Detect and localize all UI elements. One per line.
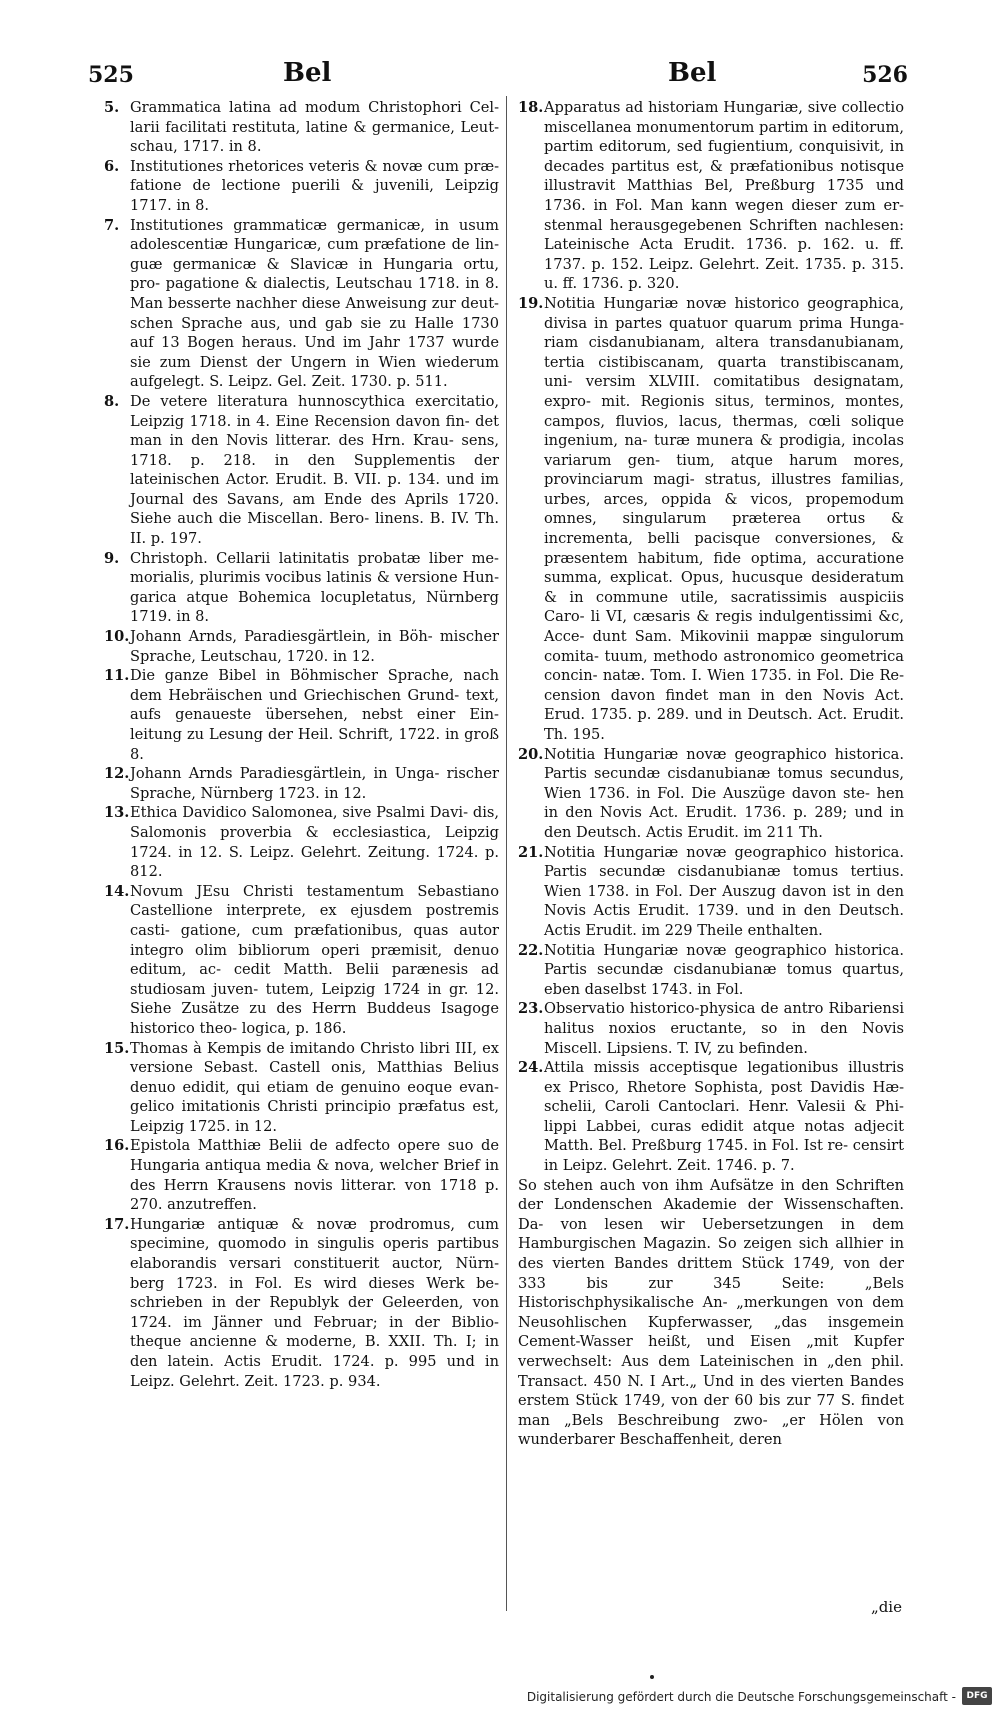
entry-number: 19. [518,294,544,312]
bibliography-entry [104,627,499,666]
paragraph-line: „das insgemein Cement-Wasser heißt, und Eisen [518,1313,904,1351]
entry-line: logica, p. 186. [241,1019,347,1037]
entry-number: 23. [518,1000,544,1018]
entry-line: und im Journal des Savans, am Ende des [130,471,499,508]
paragraph-line: bis zur 77 S. findet man „Bels Beschreibung zwo- [518,1392,904,1429]
entry-line: Lateinische Acta Erudit. 1736. p. 162. u. ff. [544,236,904,254]
entry-line: mit. Regionis situs, terminos, montes, campos, [544,392,904,430]
entry-line: gatione, cum præfationibus, quas autor integro [130,921,499,959]
entry-line: schen Sprache aus, und gab sie zu Halle 1730 [130,314,499,332]
entry-line: 1730. p. 511. [350,373,448,391]
entry-line: Johann Arnds Paradiesgärtlein, in Unga- [130,765,440,783]
bibliography-entry [518,843,904,941]
entry-line: 1719. in 8. [130,608,210,626]
right-column-entries [518,98,904,1176]
entry-line: partim editorum, sed fugientium, conquisivit, in [544,138,904,156]
entry-line: Notitia Hungariæ novæ historico geographica, [544,294,904,312]
entry-line: Lipsiens. T. IV, zu befinden. [606,1039,808,1057]
dfg-logo: DFG [962,1687,992,1705]
entry-line: natæ. Tom. I. Wien 1735. in Fol. Die Re- [602,667,904,685]
entry-line: morialis, plurimis vocibus latinis & versione Hun- [130,569,499,587]
bibliography-entry [104,1136,499,1214]
entry-line: sens, 1718. p. 218. in den Supplementis der [130,432,499,469]
entry-line: leitung zu Lesung der Heil. Schrift, 1722. in [130,726,460,743]
print-speck [650,1675,654,1679]
paragraph-line: Bandes drittem Stück 1749, von der 333 bis [518,1255,904,1292]
column-divider [506,96,507,1611]
entry-line: Epistola Matthiæ Belii de adfecto opere suo [130,1137,474,1155]
paragraph-line: von lesen wir Uebersetzungen in dem Hamburgischen [518,1215,905,1253]
entry-line: cedit Matth. Belii parænesis ad studiosam juven- [130,961,499,998]
entry-line: li VI, cæsaris & regis indulgentissimi &c, Acce- [544,608,904,646]
entry-line: adolescentiæ Hungaricæ, cum præfatione de lin- [130,236,499,254]
entry-line: vicos, propemodum omnes, singularum præterea [544,490,904,528]
entry-number: 20. [518,745,544,763]
entry-line: Apparatus ad historiam Hungariæ, sive collectio [544,99,904,116]
entry-line: in Leipz. Gelehrt. Zeit. 1723. p. 934. [130,1353,499,1390]
entry-line: Johann Arnds, Paradiesgärtlein, in Böh- [130,628,433,646]
entry-line: Grammatica latina ad modum Christophori Cel- [130,99,499,116]
entry-line: theque ancienne & moderne, B. XXII. Th. I; [130,1333,477,1351]
entry-line: Leipzig 1718. in 4. Eine Recension davon fin- [130,412,470,430]
entry-number: 7. [104,216,120,234]
entry-line: lateinischen Actor. Erudit. B. VII. p. 134. [130,471,441,489]
entry-line: de Hungaria antiqua media & nova, welcher Brief [130,1137,500,1175]
entry-line: schrieben in der Republyk der Geleerden, von [130,1294,499,1312]
entry-number: 5. [104,99,120,116]
paragraph-line: „merkungen von dem Neusohlischen Kupferwasser, [518,1294,905,1331]
entry-line: rischer Sprache, Nürnberg 1723. in 12. [130,765,499,802]
entry-line: groß 8. [130,726,499,763]
entry-line: Matth. Bel. Preßburg 1745. in Fol. Ist re- [544,1137,849,1155]
entry-line: specimine, quomodo in singulis operis partibus [130,1235,499,1253]
entry-line: riam cisdanubianam, altera transdanubianam, [544,334,904,352]
paragraph-line: vierten Bandes erstem Stück 1749, von der 60 [518,1372,905,1410]
entry-line: dunt Sam. Mikovinii mappæ singulorum comita- [544,628,905,665]
entry-line: halitus noxios eructante, so in den Novis Miscell. [544,1019,904,1057]
entry-line: Th. 195. [544,726,605,743]
entry-line: tertia cistibiscanam, quarta transtibiscanam, uni- [544,353,904,391]
entry-line: in des Herrn Krausens novis litterar. von 1718 [130,1157,500,1194]
entry-line: Christoph. Cellarii latinitatis probatæ liber me- [130,549,499,567]
entry-line: Man besserte nachher diese Anweisung zur deut- [130,294,499,312]
entry-line: p. 315. u. ff. 1736. p. 320. [544,255,904,293]
entry-line: p. 270. anzutreffen. [130,1176,499,1214]
entry-line: mischer Sprache, Leutschau, 1720. in 12. [130,628,500,665]
entry-line: & præsentem habitum, fide optima, accuratione [544,530,905,567]
page-header [88,58,908,96]
paragraph-line: zur 345 Seite: „Bels Historischphysikalische An- [518,1274,904,1312]
entry-line: wiederum aufgelegt. S. Leipz. Gel. Zeit. [130,353,499,391]
entry-line: schelii, Caroli Cantoclari. Henr. Valesii & Phi- [544,1098,904,1116]
entry-line: Institutiones grammaticæ germanicæ, in usum [130,216,499,234]
entry-line: 1738. in Fol. Der Auszug davon ist in den [587,882,904,900]
entry-line: 1737. p. 152. Leipz. Gelehrt. Zeit. 1735. [544,255,847,273]
entry-line: tium, atque harum mores, provinciarum magi- [544,451,904,489]
entry-line: guæ germanicæ & Slavicæ in Hungaria ortu, pro- [130,255,499,293]
paragraph-line: So stehen auch von ihm Aufsätze in den Schriften [518,1176,904,1194]
entry-line: fluvios, lacus, thermas, cœli solique ingenium, na- [544,412,905,450]
entry-line: Notitia Hungariæ novæ geographico historica. [544,843,904,861]
entry-number: 17. [104,1215,130,1233]
bibliography-entry [104,98,499,157]
entry-line: elaborandis versari constituerit auctor, Nürn- [130,1255,499,1273]
entry-line: Notitia Hungariæ novæ geographico historica. [544,745,904,763]
catchword: „die [870,1598,902,1616]
entry-line: tutem, Leipzig 1724 in gr. 12. Siehe Zusätze [130,980,500,1018]
entry-line: Partis secundæ cisdanubianæ tomus secundus, [544,765,904,783]
entry-line: tuum, methodo astronomico geometrica concin- [544,647,904,685]
paragraph-line: „den phil. Transact. 450 N. I Art.„ Und in des [518,1353,904,1390]
left-column [104,98,499,1391]
entry-line: De vetere literatura hunnoscythica exercitatio, [130,392,499,410]
entry-line: versim XLVIII. comitatibus designatam, expro- [544,373,904,410]
entry-line: Wien 1736. in Fol. Die Auszüge davon ste- [544,784,870,802]
entry-line: larii facilitati restituta, latine & germanice, Leut- [130,118,499,136]
entry-number: 22. [518,941,544,959]
bibliography-entry [104,549,499,627]
page-number-right: 526 [862,62,908,88]
bibliography-entry [104,666,499,764]
entry-line: 1724. im Jänner und Februar; in der Biblio- [130,1313,499,1331]
entry-line: censirt in Leipz. Gelehrt. Zeit. 1746. p. 7. [544,1137,905,1175]
running-head-right: Bel [668,58,717,88]
entry-line: Attila missis acceptisque legationibus illustris [544,1059,904,1077]
entry-number: 6. [104,157,120,175]
entry-line: Partis secundæ cisdanubianæ tomus tertius. Wien [544,863,904,900]
entry-line: & in commune utile, sacratissimis auspiciis Caro- [544,588,904,626]
entry-line: daselbst 1743. in Fol. [584,980,744,998]
entry-number: 16. [104,1137,130,1155]
entry-line: lippi Labbei, curas edidit atque notas adjecit [544,1117,904,1135]
footer-credit: Digitalisierung gefördert durch die Deutsche Forschungsgemeinschaft - [526,1690,956,1704]
entry-line: garica atque Bohemica locupletatus, Nürnberg [130,588,499,606]
running-head-left: Bel [283,58,332,88]
entry-number: 24. [518,1059,544,1077]
entry-line: Aprils 1720. Siehe auch die Miscellan. Bero- [130,490,499,528]
entry-line: Observatio historico-physica de antro Ribariensi [544,1000,904,1018]
bibliography-entry [518,941,904,1000]
entry-number: 13. [104,804,130,822]
entry-line: in den latein. Actis Erudit. 1724. p. 995 und [130,1333,499,1370]
bibliography-entry [104,1215,499,1391]
entry-line: summa, explicat. Opus, hucusque desideratum [544,569,904,587]
bibliography-entry [104,882,499,1039]
entry-number: 8. [104,392,120,410]
paragraph-line: „mit Kupfer verwechselt: Aus dem Lateinischen in [518,1333,904,1370]
entry-line: Die ganze Bibel in Böhmischer Sprache, [130,667,454,685]
entry-line: zu des Herrn Buddeus Isagoge historico theo- [130,1000,499,1037]
entry-line: Leipzig 1725. in 12. [130,1117,278,1135]
entry-line: berg 1723. in Fol. Es wird dieses Werk be- [130,1274,499,1292]
entry-line: det man in den Novis litterar. des Hrn. Krau- [130,412,499,450]
entry-line: ex Prisco, Rhetore Sophista, post Davidis Hæ- [544,1078,904,1096]
entry-line: 1736. in Fol. Man kann wegen dieser zum er- [544,196,904,214]
entry-number: 10. [104,628,130,646]
bibliography-entry [104,1039,499,1137]
entry-number: 9. [104,549,120,567]
entry-number: 12. [104,765,130,783]
entry-line: denuo edidit, qui etiam de genuino eoque evan- [130,1078,499,1096]
entry-line: Novum JEsu Christi testamentum Sebastiano [130,882,499,900]
entry-number: 14. [104,882,130,900]
right-column [518,98,904,1450]
entry-line: nach dem Hebräischen und Griechischen Grund- [130,667,499,704]
entry-line: Notitia Hungariæ novæ geographico historica. [544,941,904,959]
entry-line: stenmal herausgegebenen Schriften nachlesen: [544,216,904,234]
right-column-paragraph [518,1176,904,1450]
entry-line: fatione de lectione puerili & juvenili, Leipzig [130,177,499,195]
entry-line: wurde sie zum Dienst der Ungern in Wien [130,334,499,371]
entry-line: 1735. p. 289. und in Deutsch. Act. Erudit. [590,706,904,724]
entry-line: pagatione & dialectis, Leutschau 1718. in 8. [165,275,499,293]
entry-number: 18. [518,99,544,116]
entry-line: 1717. in 8. [130,196,210,214]
entry-line: auf 13 Bogen heraus. Und im Jahr 1737 [130,334,445,352]
page-number-left: 525 [88,62,134,88]
paragraph-line: Magazin. So zeigen sich allhier in des vierten [518,1235,904,1273]
bibliography-entry [104,216,499,392]
entry-line: Castellione interprete, ex ejusdem postremis casti- [130,902,499,939]
entry-line: Institutiones rhetorices veteris & novæ cum præ- [130,157,499,175]
entry-line: dis, Salomonis proverbia & ecclesiastica, Leipzig [130,804,500,841]
entry-line: gelico imitationis Christi principio præfatus est, [130,1098,499,1116]
bibliography-entry [104,392,499,549]
footer [0,1687,1000,1709]
paragraph-line: der Londenschen Akademie der Wissenschaften. Da- [518,1196,904,1233]
bibliography-entry [518,1058,904,1176]
entry-number: 15. [104,1039,130,1057]
entry-line: Ethica Davidico Salomonea, sive Psalmi Davi- [130,804,469,822]
entry-line: turæ munera & prodigia, incolas variarum gen- [544,432,904,469]
entry-line: hen in den Novis Act. Erudit. 1736. p. 289; [544,784,905,822]
entry-line: text, aufs genaueste übersehen, nebst einer Ein- [130,686,500,724]
entry-line: miscellanea monumentorum partim in editorum, [544,118,904,136]
bibliography-entry [104,157,499,216]
bibliography-entry [518,745,904,843]
entry-line: olim bibliorum operi præmisit, denuo editum, ac- [130,941,500,979]
bibliography-entry [518,294,904,745]
entry-line: decades partitus est, & præfationibus notisque [544,157,904,175]
entry-number: 21. [518,843,544,861]
bibliography-entry [518,98,904,294]
entry-line: stratus, illustres familias, urbes, arces, oppida & [544,471,904,508]
entry-line: Actis Erudit. im 229 Theile enthalten. [544,921,823,939]
entry-line: Hungariæ antiquæ & novæ prodromus, cum [130,1215,499,1233]
entry-number: 11. [104,667,130,685]
bibliography-entry [104,764,499,803]
bibliography-entry [518,999,904,1058]
entry-line: divisa in partes quatuor quarum prima Hunga- [544,314,904,332]
entry-line: Thomas à Kempis de imitando Christo libri III, [130,1039,477,1057]
entry-line: 1724. p. 812. [130,843,500,881]
paragraph-line: „er Hölen von wunderbarer Beschaffenheit, deren [518,1411,905,1449]
entry-line: linens. B. IV. Th. II. p. 197. [130,510,500,548]
entry-line: Novis Actis Erudit. 1739. und in den Deutsch. [544,902,904,920]
entry-line: cension davon findet man in den Novis Act. Erud. [544,686,904,724]
entry-line: ex versione Sebast. Castell onis, Matthias Belius [130,1039,500,1077]
entry-line: schau, 1717. in 8. [130,138,262,156]
entry-line: 1724. in 12. S. Leipz. Gelehrt. Zeitung. [130,843,431,861]
bibliography-entry [104,803,499,881]
entry-line: ortus & incrementa, belli pacisque conversiones, [544,510,904,548]
entry-line: Partis secundæ cisdanubianæ tomus quartus, eben [544,961,904,998]
entry-line: illustravit Matthias Bel, Preßburg 1735 und [544,177,904,195]
entry-line: und in den Deutsch. Actis Erudit. im 211 Th. [544,804,904,841]
